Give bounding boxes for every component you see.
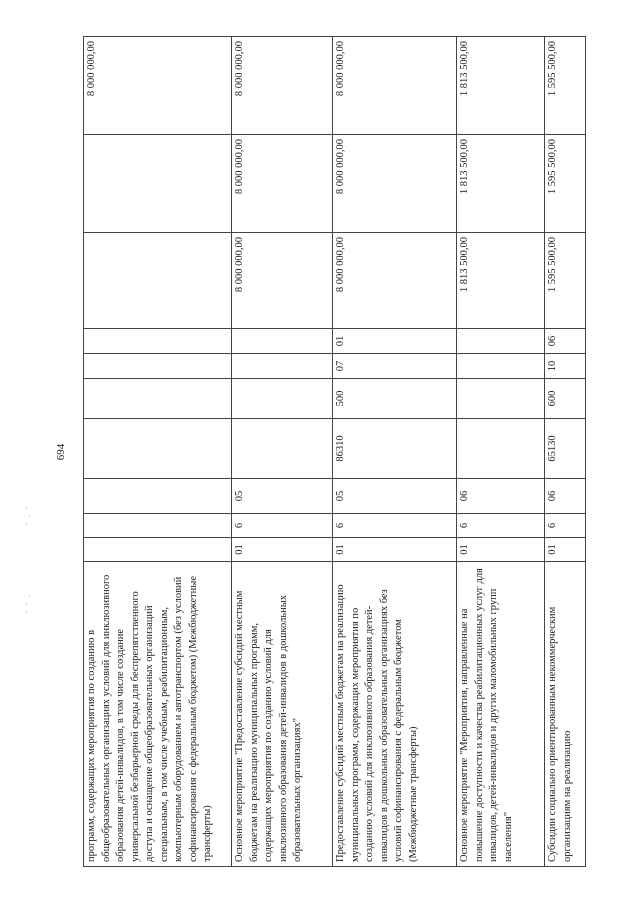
scan-artifact: · . · [22,505,34,526]
direction-code [84,419,232,479]
amount-year-3: 8 000 000,00 [84,37,232,135]
section-code [457,354,545,379]
subsection-code [232,329,333,354]
amount-year-3: 8 000 000,00 [232,37,333,135]
amount-year-2 [84,135,232,233]
expense-type-code [232,379,333,419]
expense-type-code: 500 [333,379,457,419]
subprogram-code: 6 [545,514,586,538]
expense-type-code [84,379,232,419]
row-description: Субсидии социально ориентированным некоммерческим организациям на реализацию [545,562,586,867]
direction-code: 86310 [333,419,457,479]
scan-artifact: · · . [22,593,34,614]
row-description: Основное мероприятие "Мероприятия, направленные на повышение доступности и качества реабилитационных услуг для инвалидов, детей-инвалидов и других маломобильных групп населения" [457,562,545,867]
direction-code [457,419,545,479]
subsection-code [457,329,545,354]
subprogram-code: 6 [457,514,545,538]
row-description: программ, содержащих мероприятия по созданию в общеобразовательных организациях условий для инклюзивного образования детей-инвалидов, в том числе создание универсальной безбарьерной среды для беспрепятственного доступа и оснащение общеобразовательных организаций специальным, в том числе учебным, реабилитационным, компьютерным оборудованием и автотранспортом (без условий софинансирования с федеральным бюджетом) (Межбюджетные трансферты) [84,562,232,867]
section-code [232,354,333,379]
expense-type-code: 600 [545,379,586,419]
amount-year-1: 1 595 500,00 [545,233,586,329]
amount-year-2: 8 000 000,00 [232,135,333,233]
section-code [84,354,232,379]
subsection-code [84,329,232,354]
section-code: 10 [545,354,586,379]
direction-code: 65130 [545,419,586,479]
event-code: 05 [333,479,457,514]
row-description: Предоставление субсидий местным бюджетам на реализацию муниципальных программ, содержащих мероприятия по созданию условий для инклюзивного образования детей-инвалидов в дошкольных образовательных организациях без условий софинансирования с федеральным бюджетом (Межбюджетные трансферты) [333,562,457,867]
event-code: 06 [457,479,545,514]
page-number: 694 [55,443,67,461]
section-code: 07 [333,354,457,379]
subprogram-code: 6 [232,514,333,538]
direction-code [232,419,333,479]
table-row [457,37,545,867]
amount-year-2: 1 595 500,00 [545,135,586,233]
program-code [84,538,232,562]
program-code: 01 [333,538,457,562]
amount-year-1: 1 813 500,00 [457,233,545,329]
row-description: Основное мероприятие "Предоставление субсидий местным бюджетам на реализацию муниципальных программ, содержащих мероприятия по созданию условий для инклюзивного образования детей-инвалидов в дошкольных образовательных организациях" [232,562,333,867]
table-row [545,37,586,867]
amount-year-2: 1 813 500,00 [457,135,545,233]
table-row [84,37,232,867]
table-row [333,37,457,867]
subsection-code: 01 [333,329,457,354]
amount-year-2: 8 000 000,00 [333,135,457,233]
event-code: 05 [232,479,333,514]
subprogram-code [84,514,232,538]
subsection-code: 06 [545,329,586,354]
expense-type-code [457,379,545,419]
event-code: 06 [545,479,586,514]
program-code: 01 [232,538,333,562]
amount-year-1: 8 000 000,00 [232,233,333,329]
budget-table-rotated [83,37,585,867]
amount-year-3: 1 813 500,00 [457,37,545,135]
amount-year-3: 8 000 000,00 [333,37,457,135]
program-code: 01 [457,538,545,562]
amount-year-3: 1 595 500,00 [545,37,586,135]
subprogram-code: 6 [333,514,457,538]
table-row [232,37,333,867]
budget-table [83,36,586,867]
program-code: 01 [545,538,586,562]
amount-year-1: 8 000 000,00 [333,233,457,329]
amount-year-1 [84,233,232,329]
event-code [84,479,232,514]
